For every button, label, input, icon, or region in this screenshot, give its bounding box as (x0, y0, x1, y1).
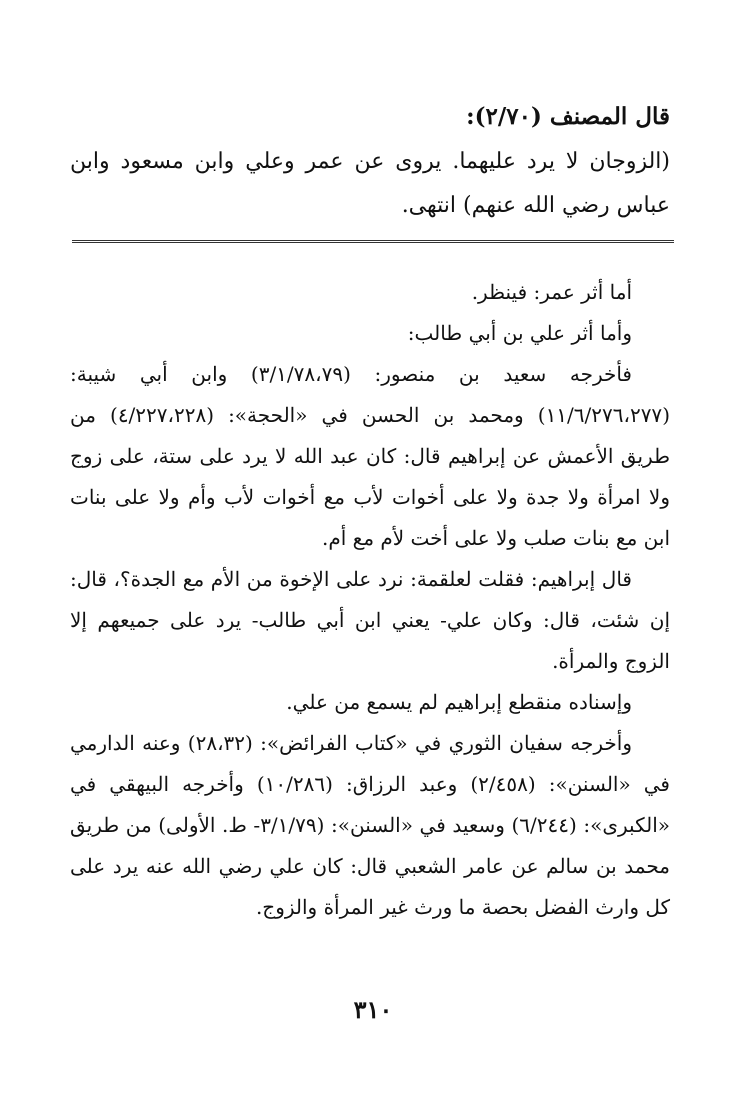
paragraph-thawri: وأخرجه سفيان الثوري في «كتاب الفرائض»: (٢٨،٣٢) وعنه الدارمي في «السنن»: (٢/٤٥٨) وعبد الرزاق: (١٠/٢٨٦) وأخرجه البيهقي في «الكبرى»: (٦/٢٤٤) وسعيد في «السنن»: (٣/١/٧٩- ط. الأولى) من طريق محمد بن سالم عن عامر الشعبي قال: كان علي رضي الله عنه يرد على كل وارث الفضل بحصة ما ورث غير المرأة والزوج. (70, 731, 670, 919)
author-quote: (الزوجان لا يرد عليهما. يروى عن عمر وعلي وابن مسعود وابن عباس رضي الله عنهم) انتهى. (70, 149, 670, 218)
commentary-body (70, 272, 670, 928)
paragraph-ali-narration: فأخرجه سعيد بن منصور: (٣/١/٧٨،٧٩) وابن أبي شيبة: (١١/٦/٢٧٦،٢٧٧) ومحمد بن الحسن في «الحجة»: (٤/٢٢٧،٢٢٨) من طريق الأعمش عن إبراهيم قال: كان عبد الله لا يرد على ستة، على زوج ولا امرأة ولا جدة ولا على أخوات لأب مع أخوات لأب وأم ولا على بنات ابن مع بنات صلب ولا على أخت لأم مع أم. (70, 362, 670, 550)
section-divider (72, 240, 674, 243)
page-number: ٣١٠ (353, 995, 393, 1024)
paragraph-isnad-note: وإسناده منقطع إبراهيم لم يسمع من علي. (286, 690, 632, 714)
paragraph-umar: أما أثر عمر: فينظر. (471, 280, 632, 304)
paragraph-ali-intro: وأما أثر علي بن أبي طالب: (407, 321, 632, 345)
section-heading: قال المصنف (٢/٧٠): (466, 103, 670, 130)
paragraph-ibrahim: قال إبراهيم: فقلت لعلقمة: نرد على الإخوة من الأم مع الجدة؟، قال: إن شئت، قال: وكان علي- يعني ابن أبي طالب- يرد على جميعهم إلا الزوج والمرأة. (70, 567, 670, 673)
